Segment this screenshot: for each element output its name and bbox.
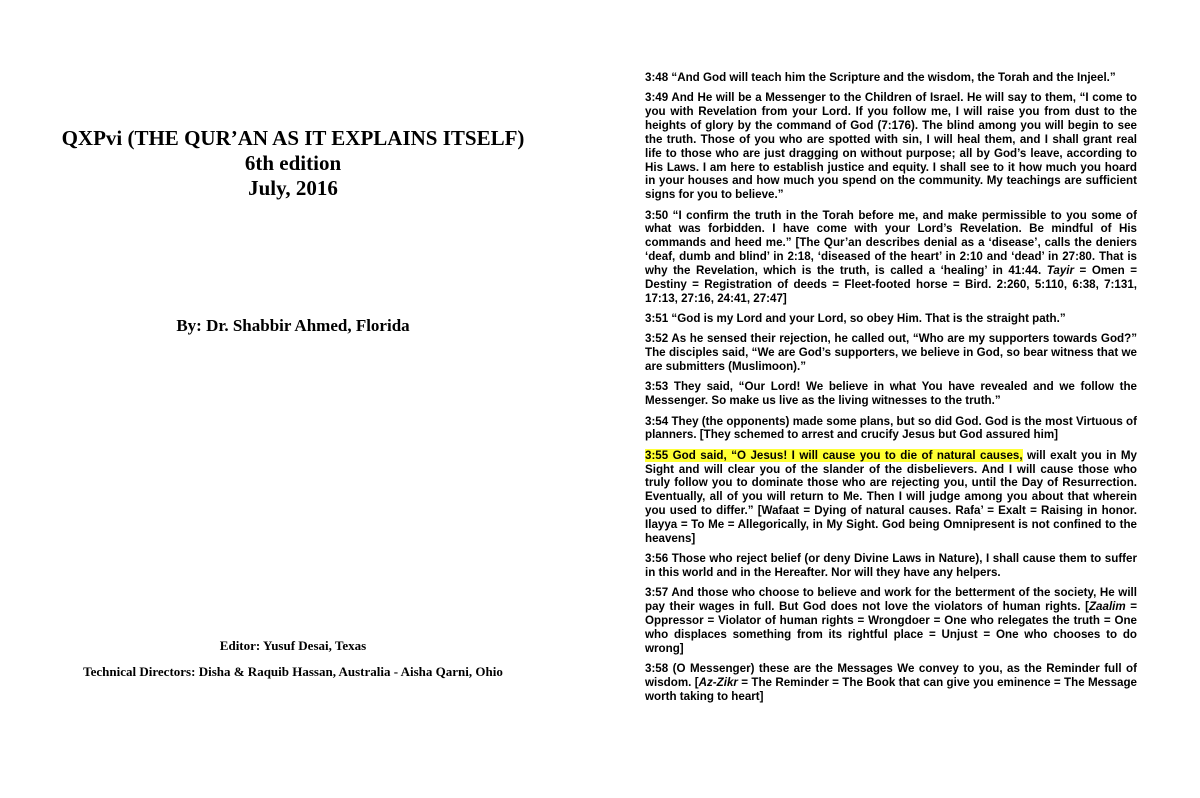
book-title	[0, 126, 586, 201]
term-italic: Az-Zikr	[698, 675, 738, 689]
title-line-2: 6th edition	[244, 151, 342, 175]
verse-3-49: 3:49 And He will be a Messenger to the Children of Israel. He will say to them, “I come to you with Revelation from your Lord. If you follow me, I will raise you from dust to the heights of glory by the command of God (7:176). The blind among you will begin to see the truth. Those of you who are spotted with sin, I will heal them, and I shall grant real life to those who are just dragging on without purpose; all by God’s leave, according to His Laws. I am here to establish justice and equity. I shall see to it how much you hoard in your houses and how much you spend on the community. My teachings are sufficient signs for you to believe.”	[645, 91, 1137, 202]
verse-text: 3:57 And those who choose to believe and work for the betterment of the society, He will pay their wages in full. But God does not love the violators of human rights. [	[645, 586, 1137, 614]
editor-line: Editor: Yusuf Desai, Texas	[219, 638, 367, 653]
left-page	[0, 0, 586, 798]
verse-text: = The Reminder = The Book that can give you eminence = The Message worth taking to heart]	[645, 675, 1137, 703]
verse-text: 3:58 (O Messenger) these are the Messages We convey to you, as the Reminder full of wisdom. [	[645, 662, 1137, 689]
verse-3-51: 3:51 “God is my Lord and your Lord, so obey Him. That is the straight path.”	[645, 312, 1066, 325]
highlighted-text: 3:55 God said, “O Jesus! I will cause you to die of natural causes,	[645, 448, 1023, 462]
verse-3-56: 3:56 Those who reject belief (or deny Divine Laws in Nature), I shall cause them to suffer in this world and in the Hereafter. Nor will they have any helpers.	[645, 552, 1137, 579]
verse-text: = Omen = Destiny = Registration of deeds = Fleet-footed horse = Bird. 2:260, 5:110, 6:38, 7:131, 17:13, 27:16, 24:41, 27:47]	[645, 263, 1137, 305]
verse-3-58	[645, 662, 1137, 704]
title-line-3: July, 2016	[248, 176, 338, 200]
verse-3-55	[645, 449, 1137, 546]
verse-3-54: 3:54 They (the opponents) made some plans, but so did God. God is the most Virtuous of planners. [They schemed to arrest and crucify Jesus but God assured him]	[645, 414, 1137, 442]
verse-text: = Oppressor = Violator of human rights = Wrongdoer = One who relegates the truth = One who displaces something from its rightful place = Unjust = One who chooses to do wrong]	[645, 600, 1137, 655]
verse-3-52: 3:52 As he sensed their rejection, he called out, “Who are my supporters towards God?” The disciples said, “We are God’s supporters, we believe in God, so bear witness that we are submitters (Muslimoon).”	[645, 332, 1137, 374]
verse-text: 3:50 “I confirm the truth in the Torah before me, and make permissible to you some of what was forbidden. I have come with your Lord’s Revelation. Be mindful of His commands and heed me.” [The Qur’an describes denial as a ‘disease’, calls the deniers ‘deaf, dumb and blind’ in 2:18, ‘diseased of the heart’ in 2:10 and ‘dead’ in 27:80. That is why the Revelation, which is the truth, is called a ‘healing’ in 41:44.	[645, 208, 1137, 277]
technical-directors-line: Technical Directors: Disha & Raquib Hassan, Australia - Aisha Qarni, Ohio	[83, 664, 503, 679]
title-line-1: QXPvi (THE QUR’AN AS IT EXPLAINS ITSELF)	[61, 126, 525, 150]
author-line: By: Dr. Shabbir Ahmed, Florida	[176, 316, 410, 335]
verse-3-53: 3:53 They said, “Our Lord! We believe in what You have revealed and we follow the Messenger. So make us live as the living witnesses to the truth.”	[645, 380, 1137, 408]
term-italic: Zaalim	[1088, 600, 1126, 614]
verse-3-48: 3:48 “And God will teach him the Scripture and the wisdom, the Torah and the Injeel.”	[645, 71, 1116, 84]
verse-text: will exalt you in My Sight and will clear you of the slander of the disbelievers. And I will cause those who truly follow you to dominate those who are rejecting you, until the Day of Resurrection. Eventually, all of you will return to Me. Then I will judge among you about that wherein you used to differ.” [Wafaat = Dying of natural causes. Rafa’ = Exalt = Raising in honor. Ilayya = To Me = Allegorically, in My Sight. God being Omnipresent is not confined to the heavens]	[645, 448, 1138, 545]
right-page	[645, 71, 1137, 710]
term-italic: Tayir	[1046, 263, 1075, 277]
verse-3-50	[645, 209, 1137, 306]
verse-3-57	[645, 586, 1137, 655]
